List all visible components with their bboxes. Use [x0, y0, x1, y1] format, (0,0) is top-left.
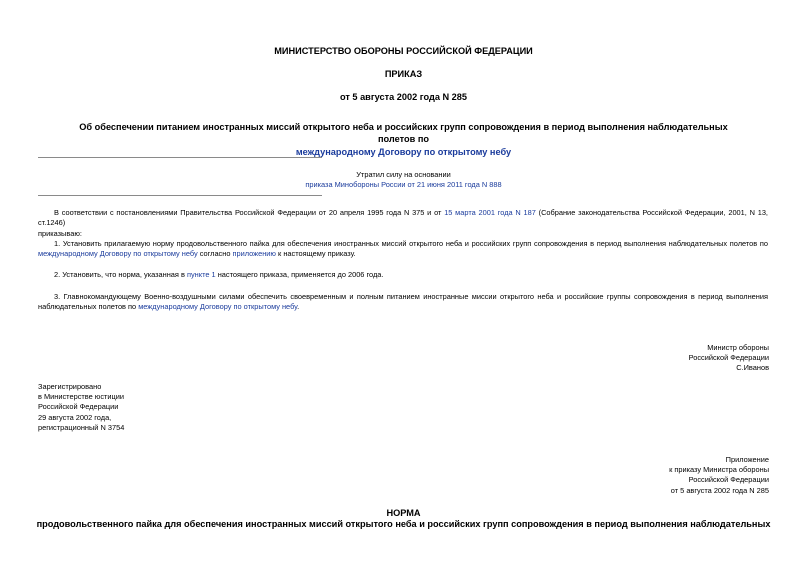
doc-date-number: от 5 августа 2002 года N 285	[339, 92, 468, 102]
doc-type-heading: ПРИКАЗ	[384, 69, 423, 79]
item-2-clause-link[interactable]: пункте 1	[186, 270, 216, 279]
item-2-text-2: настоящего приказа, применяется до 2006 года.	[215, 270, 384, 279]
signature-block	[689, 343, 769, 374]
item-2-text-1: 2. Установить, что норма, указанная в	[54, 270, 187, 279]
status-repeal-link[interactable]: приказа Минобороны России от 21 июня 2011 года N 888	[305, 180, 502, 190]
preamble-paragraph	[38, 208, 768, 228]
signature-line-1: Министр обороны	[707, 343, 769, 352]
item-2-paragraph	[38, 270, 768, 280]
status-note	[0, 170, 807, 190]
signature-name: С.Иванов	[736, 363, 769, 373]
item-1-text-1: 1. Установить прилагаемую норму продовольственного пайка для обеспечения иностранных миссий открытого неба и российских групп сопровождения в период выполнения наблюдательных полетов по	[54, 239, 768, 248]
item-3-text-2: .	[297, 302, 300, 312]
registration-line-3: Российской Федерации	[38, 402, 119, 412]
item-3-paragraph	[38, 292, 768, 312]
preamble-text-2: (Собрание законодательства Российской Федерации, 2001, N 13, ст.1246)	[38, 208, 768, 228]
preamble-decree-link[interactable]: 15 марта 2001 года N 187	[444, 208, 536, 217]
item-1-paragraph	[38, 239, 768, 259]
appendix-block	[669, 455, 769, 496]
divider-status	[38, 195, 322, 196]
item-3-text-1: 3. Главнокомандующему Военно-воздушными силами обеспечить своевременным и полным питанием иностранные миссии открытого неба и российские группы сопровождения в период выполнения наблюдательных полетов по	[38, 292, 768, 312]
registration-line-2: в Министерстве юстиции	[38, 392, 125, 402]
norm-subtitle: продовольственного пайка для обеспечения иностранных миссий открытого неба и российских групп сопровождения в период выполнения наблюдательных	[36, 519, 771, 529]
norm-title: НОРМА	[386, 508, 421, 518]
status-line: Утратил силу на основании	[356, 170, 451, 179]
ministry-heading: МИНИСТЕРСТВО ОБОРОНЫ РОССИЙСКОЙ ФЕДЕРАЦИИ	[274, 46, 533, 56]
preamble-text-1: В соответствии с постановлениями Правительства Российской Федерации от 20 апреля 1995 года N 375 и от	[54, 208, 445, 217]
registration-line-5: регистрационный N 3754	[38, 422, 125, 432]
item-3-treaty-link[interactable]: международному Договору по открытому небу	[138, 302, 298, 312]
appendix-line-4: от 5 августа 2002 года N 285	[670, 485, 769, 495]
divider-top	[38, 157, 322, 158]
title-text: Об обеспечении питанием иностранных миссий открытого неба и российских групп сопровождения в период выполнения наблюдательных полетов по	[79, 122, 728, 145]
appendix-line-1: Приложение	[725, 455, 769, 464]
item-1-appendix-link[interactable]: приложению	[232, 249, 276, 259]
signature-line-2: Российской Федерации	[688, 353, 769, 363]
item-1-treaty-link[interactable]: международному Договору по открытому небу	[38, 249, 198, 259]
title-treaty-link[interactable]: международному Договору по открытому небу	[295, 146, 512, 157]
registration-line-1: Зарегистрировано	[38, 382, 102, 391]
item-1-text-3: к настоящему приказу.	[275, 249, 356, 259]
appendix-line-2: к приказу Министра обороны	[669, 465, 769, 475]
appendix-line-3: Российской Федерации	[688, 475, 769, 485]
registration-line-4: 29 августа 2002 года,	[38, 412, 112, 422]
registration-block	[38, 382, 124, 433]
document-title	[60, 121, 747, 158]
item-1-text-2: согласно	[197, 249, 233, 259]
order-word: приказываю:	[38, 229, 82, 238]
